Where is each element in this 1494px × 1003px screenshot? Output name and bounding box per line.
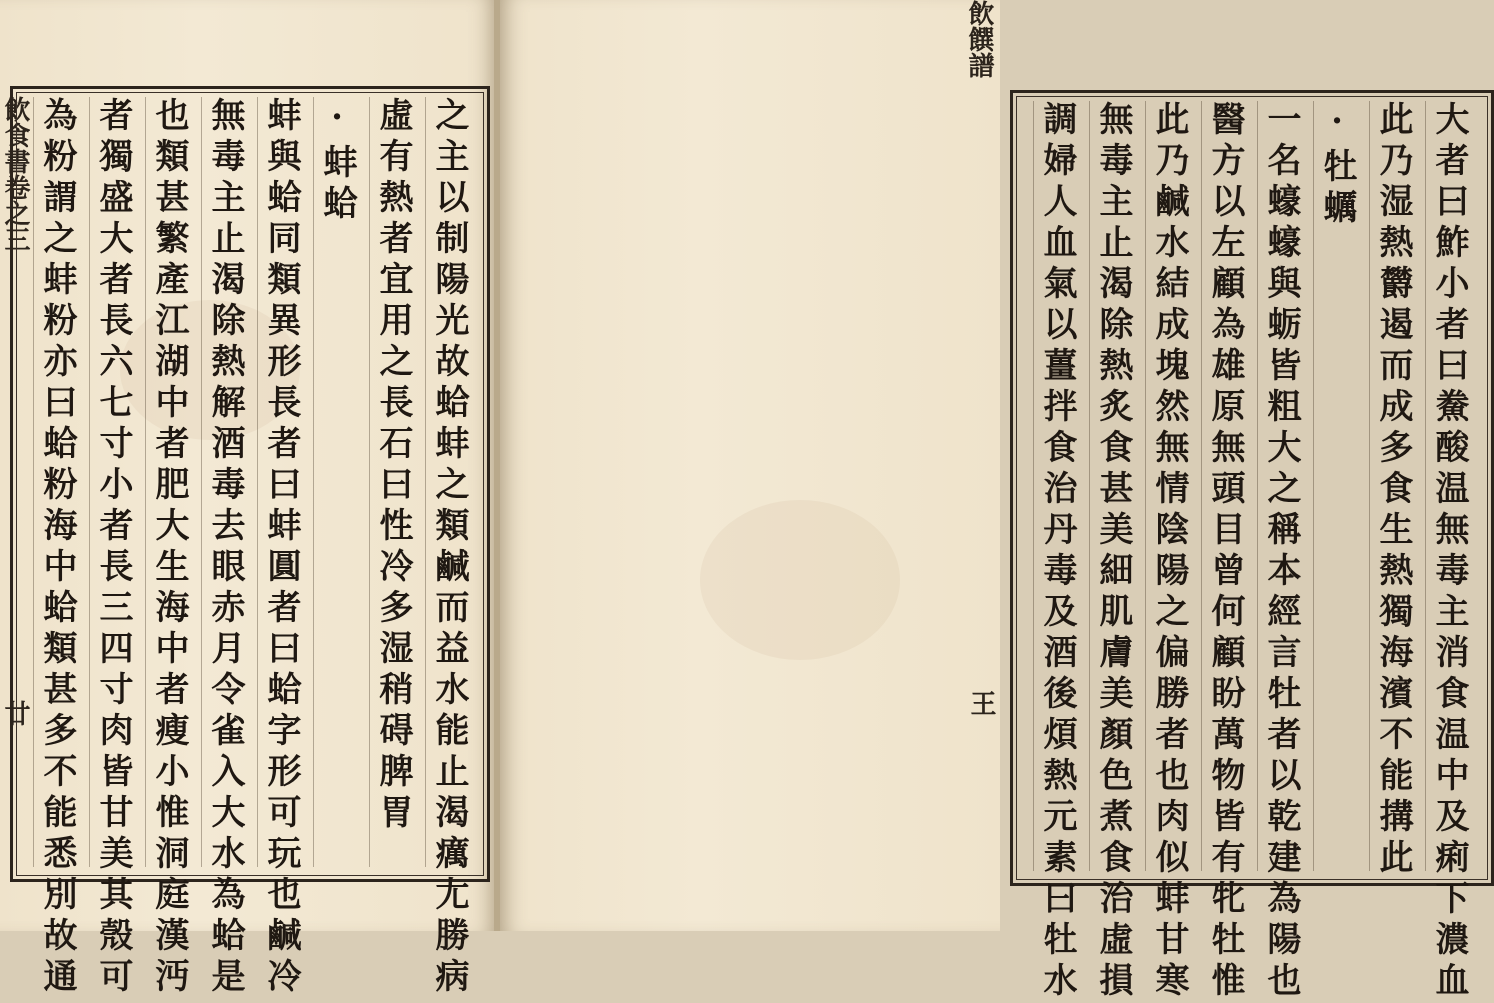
text-column: 大者曰鮓小者曰鮝酸温無毒主消食温中及痢下濃血 xyxy=(1425,101,1472,871)
paper-stain xyxy=(700,500,900,660)
left-page-number: 廿 xyxy=(0,700,30,726)
text-column: 也類甚繁產江湖中者肥大生海中者瘦小惟洞庭漢沔 xyxy=(145,97,192,867)
text-column: 此乃鹹水結成塊然無情陰陽之偏勝者也肉似蚌甘寒 xyxy=(1145,101,1192,871)
text-column: 無毒主止渴除熱解酒毒去眼赤月令雀入大水為蛤是 xyxy=(201,97,248,867)
text-column: 之主以制陽光故蛤蚌之類鹹而益水能止渴癘尢勝病 xyxy=(425,97,472,867)
text-column: 虛有熱者宜用之長石曰性冷多湿稍碍脾胃 xyxy=(369,97,416,867)
right-page xyxy=(500,0,1469,1003)
entry-heading-column: ·蚌蛤 xyxy=(313,97,360,867)
text-column: 一名蠔蠔與蛎皆粗大之稱本經言牡者以乾建為陽也 xyxy=(1257,101,1304,871)
text-column: 調婦人血氣以薑拌食治丹毒及酒後煩熱元素曰牡水 xyxy=(1033,101,1080,871)
right-margin-title: 飲饌譜 xyxy=(964,0,994,78)
left-page xyxy=(0,0,496,999)
text-column: 為粉謂之蚌粉亦曰蛤粉海中蛤類甚多不能悉別故通 xyxy=(33,97,80,867)
right-text-frame xyxy=(1010,90,1494,1003)
right-page-number: 王 xyxy=(966,690,996,716)
left-margin-title: 飲食書卷之三 xyxy=(0,96,30,252)
entry-heading-column: ·牡蠣 xyxy=(1313,101,1360,871)
text-column: 無毒主止渴除熱炙食甚美細肌膚美顏色煮食治虛損 xyxy=(1089,101,1136,871)
left-text-frame xyxy=(10,86,490,999)
text-column: 此乃湿熱欝遏而成多食生熱獨海濱不能搆此 xyxy=(1369,101,1416,871)
text-column: 者獨盛大者長六七寸小者長三四寸肉皆甘美其殼可 xyxy=(89,97,136,867)
text-column: 醫方以左顧為雄原無頭目曾何顧盼萬物皆有牝牡惟 xyxy=(1201,101,1248,871)
text-column: 蚌與蛤同類異形長者曰蚌圓者曰蛤字形可玩也鹹冷 xyxy=(257,97,304,867)
